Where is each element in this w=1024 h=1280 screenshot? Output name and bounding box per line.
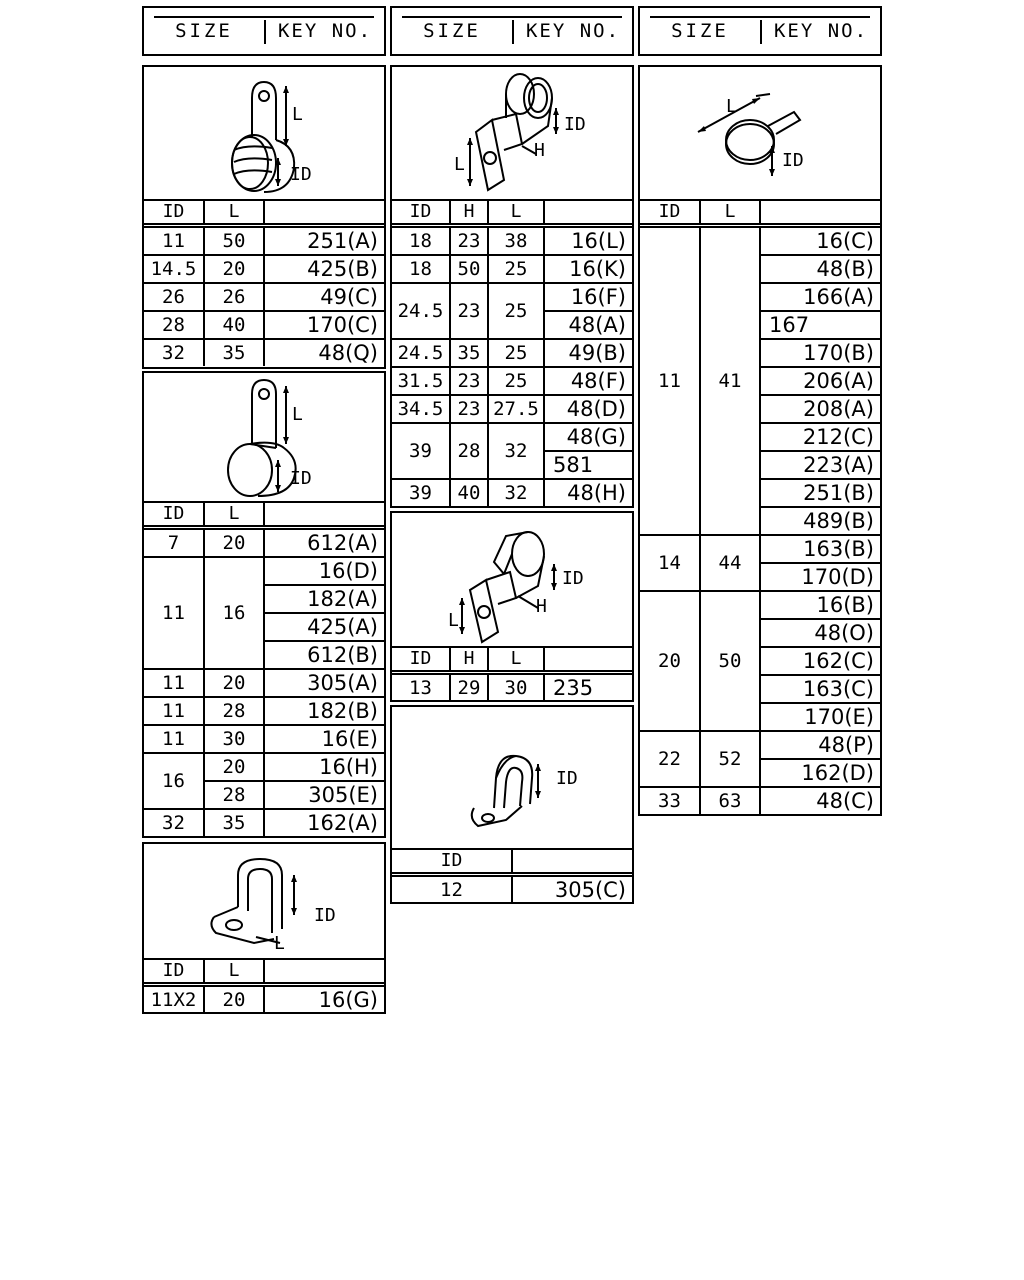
- offset-band-clamp-table: [392, 646, 632, 701]
- key-no-cell: 208(A): [760, 395, 880, 423]
- id-dim-label: ID: [564, 114, 586, 135]
- key-no-header: KEY NO.: [525, 20, 621, 42]
- l-col-header: L: [488, 646, 544, 673]
- spring-clamp-drawing: [144, 67, 384, 201]
- id-col-header: ID: [392, 646, 450, 673]
- l-dim-label: L: [726, 96, 737, 117]
- table-row: [640, 731, 880, 759]
- id-dim-label: ID: [290, 164, 312, 185]
- offset-clamp-drawing: [392, 67, 632, 201]
- size-cell: 35: [204, 339, 264, 366]
- l-dim-label: L: [448, 610, 459, 631]
- size-cell: 32: [488, 479, 544, 506]
- table-row: [144, 669, 384, 697]
- size-cell: 31.5: [392, 367, 450, 395]
- size-cell: 50: [204, 226, 264, 256]
- key-no-cell: 612(B): [264, 641, 384, 669]
- table-row: [144, 226, 384, 256]
- h-col-header: H: [450, 646, 488, 673]
- table-row: [392, 283, 632, 311]
- size-cell: 32: [144, 339, 204, 366]
- l-dim-label: L: [274, 933, 285, 954]
- key-no-cell: 16(H): [264, 753, 384, 781]
- size-cell: 29: [450, 673, 488, 702]
- key-no-cell: 16(G): [318, 988, 378, 1012]
- key-no-cell: 235: [553, 676, 594, 700]
- key-no-cell: 425(A): [264, 613, 384, 641]
- key-no-cell: 162(A): [307, 811, 378, 835]
- key-no-cell: 16(D): [264, 557, 384, 585]
- l-col-header: L: [204, 501, 264, 528]
- p-clip-drawing: [392, 707, 632, 850]
- size-cell: 25: [488, 255, 544, 283]
- table-row: [144, 725, 384, 753]
- header-col2: [390, 6, 634, 56]
- size-cell: 25: [488, 283, 544, 339]
- key-no-cell: 163(C): [760, 675, 880, 703]
- table-row: [640, 591, 880, 619]
- size-cell: 33: [640, 787, 700, 814]
- id-dim-label: ID: [290, 468, 312, 489]
- key-no-cell: 206(A): [760, 367, 880, 395]
- table-row: [144, 283, 384, 311]
- id-col-header: ID: [144, 501, 204, 528]
- key-no-cell: 182(B): [264, 697, 384, 725]
- key-no-cell: 223(A): [760, 451, 880, 479]
- size-cell: 18: [392, 255, 450, 283]
- size-cell: 26: [204, 283, 264, 311]
- key-no-cell: 16(L): [544, 226, 632, 256]
- key-no-cell: 16(K): [544, 255, 632, 283]
- size-cell: 35: [450, 339, 488, 367]
- table-row: [144, 339, 384, 366]
- size-cell: 16: [144, 753, 204, 809]
- table-row: [144, 255, 384, 283]
- key-no-cell: 16(B): [760, 591, 880, 619]
- key-no-cell: 48(O): [760, 619, 880, 647]
- l-dim-label: L: [454, 154, 465, 175]
- size-cell: 11: [144, 669, 204, 697]
- key-no-cell: 425(B): [264, 255, 384, 283]
- size-cell: 32: [144, 809, 204, 836]
- size-header: SIZE: [423, 20, 481, 42]
- ring-clamp-drawing: [640, 67, 880, 201]
- clamp-block-ring: [638, 65, 882, 816]
- key-no-cell: 170(D): [760, 563, 880, 591]
- size-cell: 28: [450, 423, 488, 479]
- size-cell: 14.5: [144, 255, 204, 283]
- key-no-cell: 305(C): [554, 878, 626, 902]
- size-cell: 13: [392, 673, 450, 702]
- table-row: [392, 395, 632, 423]
- key-no-cell: 48(A): [544, 311, 632, 339]
- l-dim-label: L: [292, 404, 303, 425]
- size-cell: 11: [144, 557, 204, 669]
- table-row: [144, 985, 384, 1014]
- key-no-cell: 581: [544, 451, 632, 479]
- size-cell: 27.5: [488, 395, 544, 423]
- size-cell: 11: [144, 226, 204, 256]
- size-cell: 41: [700, 226, 760, 536]
- key-no-cell: 162(C): [760, 647, 880, 675]
- h-col-header: H: [450, 199, 488, 226]
- size-cell: 7: [144, 528, 204, 558]
- h-dim-label: H: [534, 140, 545, 161]
- spring-clamp-table: [144, 199, 384, 366]
- size-cell: 11: [640, 226, 700, 536]
- size-cell: 63: [700, 787, 760, 814]
- size-cell: 44: [700, 535, 760, 591]
- table-row: [144, 697, 384, 725]
- size-cell: 16: [204, 557, 264, 669]
- key-no-cell: 48(H): [567, 481, 626, 505]
- offset-clamp-table: [392, 199, 632, 506]
- size-header: SIZE: [671, 20, 729, 42]
- size-cell: 11: [144, 697, 204, 725]
- key-no-cell: 48(P): [760, 731, 880, 759]
- clamp-block-p-clip: [390, 705, 634, 904]
- size-cell: 40: [204, 311, 264, 339]
- size-cell: 38: [488, 226, 544, 256]
- table-row: [392, 367, 632, 395]
- size-cell: 20: [204, 753, 264, 781]
- size-cell: 34.5: [392, 395, 450, 423]
- size-cell: 40: [450, 479, 488, 506]
- size-cell: 14: [640, 535, 700, 591]
- id-dim-label: ID: [314, 905, 336, 926]
- size-cell: 50: [450, 255, 488, 283]
- table-row: [392, 339, 632, 367]
- key-no-cell: 163(B): [760, 535, 880, 563]
- size-cell: 20: [204, 255, 264, 283]
- size-cell: 20: [640, 591, 700, 731]
- l-col-header: L: [700, 199, 760, 226]
- clamp-block-spring: [142, 65, 386, 369]
- size-cell: 30: [488, 673, 544, 702]
- size-cell: 28: [204, 697, 264, 725]
- key-no-cell: 170(B): [760, 339, 880, 367]
- size-cell: 25: [488, 339, 544, 367]
- key-no-cell: 489(B): [760, 507, 880, 535]
- h-dim-label: H: [536, 596, 547, 617]
- size-cell: 20: [204, 528, 264, 558]
- size-cell: 23: [450, 395, 488, 423]
- size-cell: 39: [392, 423, 450, 479]
- key-no-cell: 170(C): [264, 311, 384, 339]
- size-cell: 52: [700, 731, 760, 787]
- p-clip-table: [392, 848, 632, 903]
- size-cell: 12: [392, 875, 512, 904]
- clamp-block-offset-band: [390, 511, 634, 702]
- header-col3: [638, 6, 882, 56]
- key-no-header: KEY NO.: [277, 20, 373, 42]
- l-col-header: L: [488, 199, 544, 226]
- l-dim-label: L: [292, 104, 303, 125]
- key-no-cell: 48(F): [544, 367, 632, 395]
- size-cell: 11X2: [144, 985, 204, 1014]
- clamp-block-band: [142, 371, 386, 838]
- key-no-cell: 48(D): [544, 395, 632, 423]
- size-cell: 28: [204, 781, 264, 809]
- id-col-header: ID: [144, 199, 204, 226]
- key-no-cell: 251(B): [760, 479, 880, 507]
- key-no-cell: 212(C): [760, 423, 880, 451]
- table-row: [144, 311, 384, 339]
- offset-band-clamp-drawing: [392, 513, 632, 648]
- key-no-cell: 48(C): [816, 789, 874, 813]
- size-cell: 25: [488, 367, 544, 395]
- table-row: [144, 528, 384, 558]
- table-row: [392, 226, 632, 256]
- table-row: [392, 875, 632, 904]
- size-header: SIZE: [175, 20, 233, 42]
- key-no-cell: 49(C): [264, 283, 384, 311]
- size-cell: 35: [204, 809, 264, 836]
- l-col-header: L: [204, 199, 264, 226]
- size-cell: 20: [204, 669, 264, 697]
- table-row: [392, 479, 632, 506]
- table-row: [640, 787, 880, 814]
- table-row: [640, 226, 880, 256]
- key-no-header: KEY NO.: [773, 20, 869, 42]
- size-cell: 39: [392, 479, 450, 506]
- size-cell: 28: [144, 311, 204, 339]
- key-no-cell: 48(Q): [318, 341, 378, 365]
- size-cell: 32: [488, 423, 544, 479]
- size-cell: 24.5: [392, 339, 450, 367]
- table-row: [640, 535, 880, 563]
- key-no-cell: 305(E): [264, 781, 384, 809]
- double-clamp-table: [144, 958, 384, 1013]
- key-no-cell: 305(A): [264, 669, 384, 697]
- size-cell: 20: [204, 985, 264, 1014]
- key-no-cell: 48(G): [544, 423, 632, 451]
- size-cell: 22: [640, 731, 700, 787]
- id-dim-label: ID: [562, 568, 584, 589]
- l-col-header: L: [204, 958, 264, 985]
- key-no-cell: 166(A): [760, 283, 880, 311]
- clamp-block-offset: [390, 65, 634, 508]
- key-no-cell: 251(A): [264, 226, 384, 256]
- key-no-cell: 167: [760, 311, 880, 339]
- ring-clamp-table: [640, 199, 880, 814]
- size-cell: 23: [450, 226, 488, 256]
- key-no-cell: 49(B): [544, 339, 632, 367]
- size-cell: 23: [450, 283, 488, 339]
- key-no-cell: 16(F): [544, 283, 632, 311]
- table-row: [144, 753, 384, 781]
- table-row: [144, 557, 384, 585]
- id-col-header: ID: [392, 848, 512, 875]
- id-col-header: ID: [392, 199, 450, 226]
- key-no-cell: 170(E): [760, 703, 880, 731]
- table-row: [392, 255, 632, 283]
- double-clamp-drawing: [144, 844, 384, 960]
- size-cell: 26: [144, 283, 204, 311]
- key-no-cell: 162(D): [760, 759, 880, 787]
- id-col-header: ID: [640, 199, 700, 226]
- clamp-block-double: [142, 842, 386, 1014]
- size-cell: 24.5: [392, 283, 450, 339]
- key-no-cell: 16(C): [760, 226, 880, 256]
- id-dim-label: ID: [782, 150, 804, 171]
- table-row: [392, 673, 632, 702]
- header-col1: [142, 6, 386, 56]
- id-col-header: ID: [144, 958, 204, 985]
- table-row: [144, 809, 384, 836]
- size-cell: 50: [700, 591, 760, 731]
- table-row: [392, 423, 632, 451]
- size-cell: 18: [392, 226, 450, 256]
- id-dim-label: ID: [556, 768, 578, 789]
- size-cell: 11: [144, 725, 204, 753]
- size-cell: 23: [450, 367, 488, 395]
- key-no-cell: 612(A): [264, 528, 384, 558]
- size-cell: 30: [204, 725, 264, 753]
- band-clamp-drawing: [144, 373, 384, 503]
- key-no-cell: 48(B): [760, 255, 880, 283]
- key-no-cell: 182(A): [264, 585, 384, 613]
- key-no-cell: 16(E): [264, 725, 384, 753]
- band-clamp-table: [144, 501, 384, 836]
